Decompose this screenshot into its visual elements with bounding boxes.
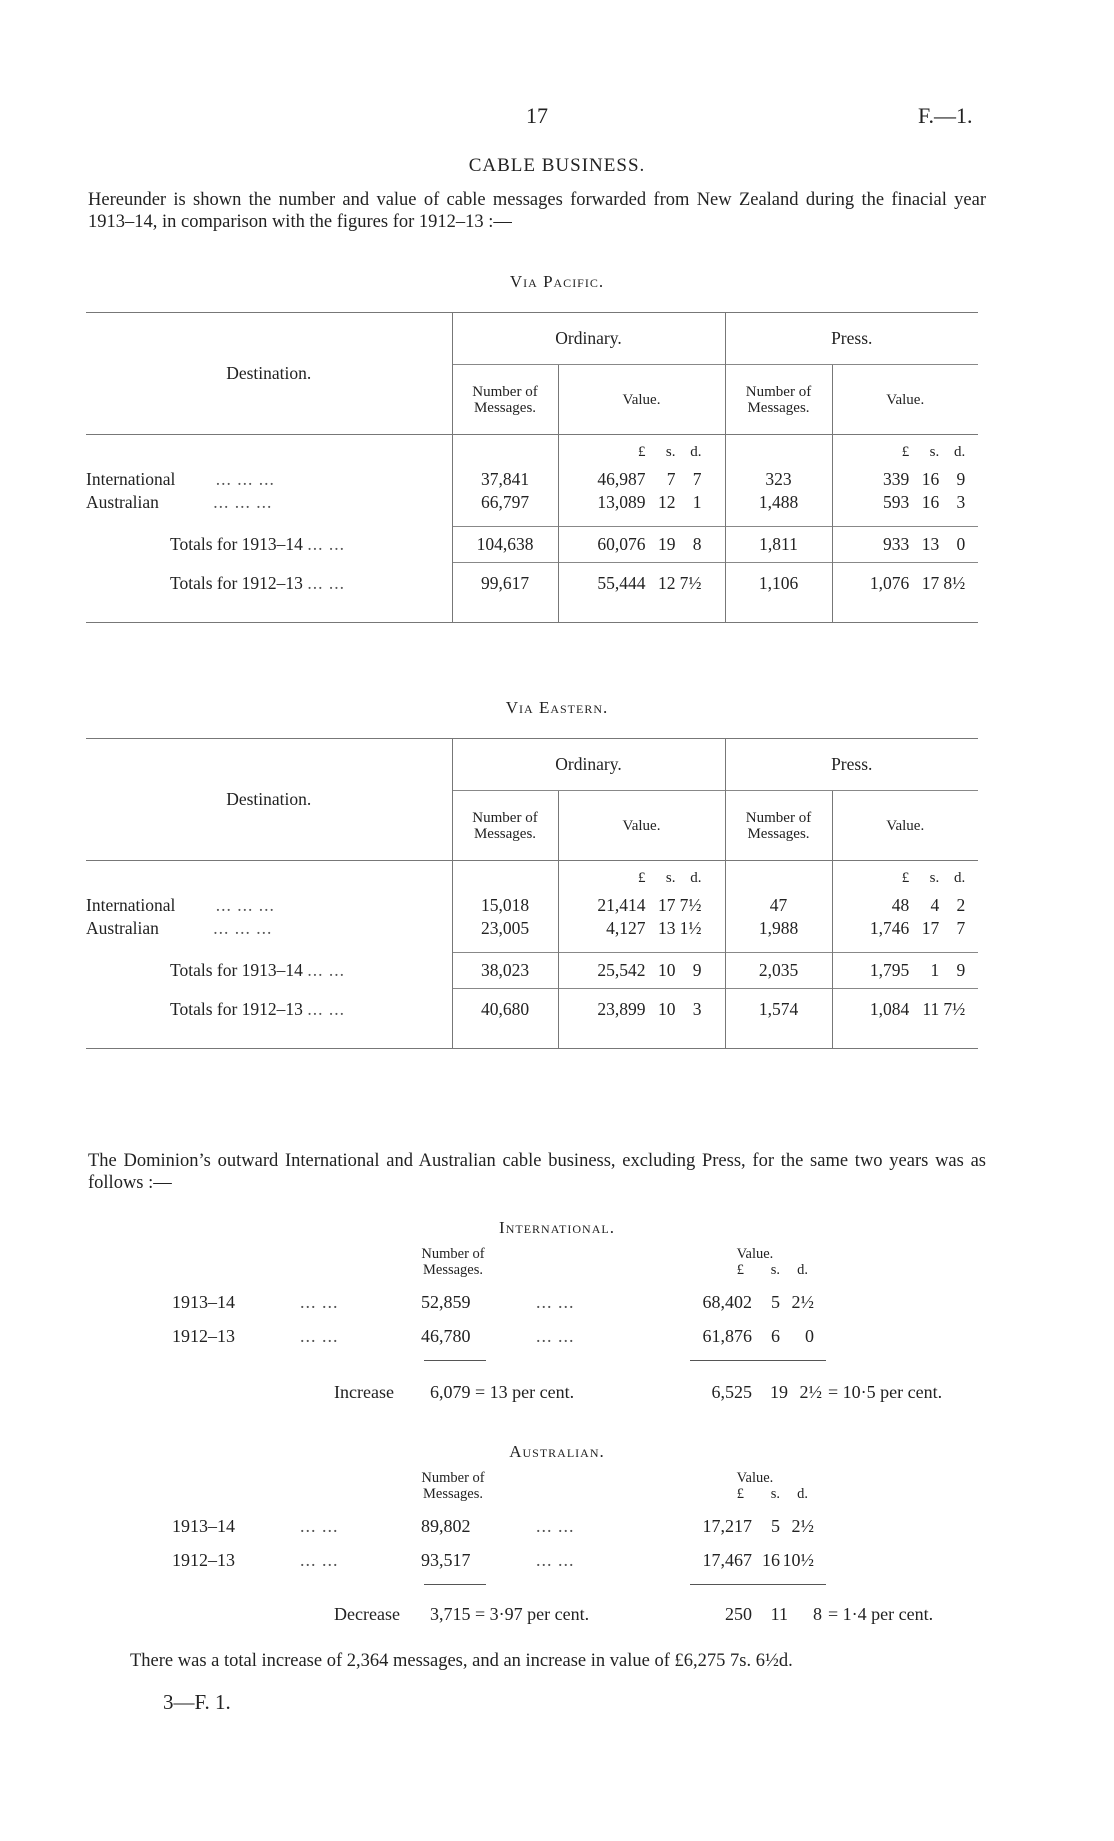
via-pacific-title: Via Pacific. (509, 272, 605, 291)
press-number: 2,035 (725, 953, 832, 989)
ordinary-number-header: Number of Messages. (452, 365, 558, 435)
ordinary-number-header: Number of Messages. (452, 791, 558, 861)
ordinary-currency-units: £ s. d. (558, 435, 725, 469)
press-header: Press. (725, 313, 978, 365)
change-label: Decrease (334, 1604, 400, 1624)
sum-rule (424, 1584, 486, 1585)
page-title: CABLE BUSINESS. (468, 155, 646, 176)
press-number: 47 (725, 895, 832, 917)
change-number: 3,715 = 3·97 per cent. (430, 1604, 590, 1624)
row-label: Totals for 1913–14 (170, 534, 303, 554)
number-of-messages-header: Number of Messages. (421, 1470, 485, 1502)
press-value: 933 13 0 (832, 527, 978, 563)
page-reference: F.—1. (918, 103, 973, 128)
year: 1913–14 (172, 1516, 235, 1536)
ordinary-value: 55,444 12 7½ (558, 563, 725, 605)
ordinary-value: 60,076 19 8 (558, 527, 725, 563)
table-row: Totals for 1913–14 ... ... 104,638 60,076 19 8 1,811 933 13 0 (86, 527, 978, 563)
destination-header: Destination. (86, 739, 452, 861)
press-number-header: Number of Messages. (725, 365, 832, 435)
press-value: 1,795 1 9 (832, 953, 978, 989)
ordinary-number: 40,680 (452, 989, 558, 1031)
value: 17,217 5 2½ (702, 1516, 814, 1536)
press-value-header: Value. (832, 791, 978, 861)
ordinary-number: 38,023 (452, 953, 558, 989)
ordinary-value: 21,414 17 7½ (558, 895, 725, 917)
number-of-messages-header: Number of Messages. (421, 1246, 485, 1278)
press-currency-units: £ s. d. (832, 861, 978, 895)
year: 1912–13 (172, 1326, 235, 1346)
press-number: 323 (725, 469, 832, 491)
ordinary-number: 37,841 (452, 469, 558, 491)
ordinary-value: 13,089 12 1 (558, 491, 725, 515)
value-header: Value. £ s. d. (736, 1470, 808, 1502)
ordinary-value-header: Value. (558, 365, 725, 435)
press-number: 1,488 (725, 491, 832, 515)
ordinary-number: 66,797 (452, 491, 558, 515)
page-footer: 3—F. 1. (163, 1690, 231, 1714)
value: 68,402 5 2½ (702, 1292, 814, 1312)
change-label: Increase (334, 1382, 394, 1402)
table-row: International ... ... ... 15,018 21,414 17 7½ 47 48 4 2 (86, 895, 978, 917)
press-number: 1,988 (725, 917, 832, 941)
press-value: 48 4 2 (832, 895, 978, 917)
row-label: International (86, 895, 176, 915)
messages-number: 46,780 (421, 1326, 471, 1346)
ordinary-value: 4,127 13 1½ (558, 917, 725, 941)
destination-header: Destination. (86, 313, 452, 435)
via-pacific-table (86, 312, 978, 623)
row-label: Totals for 1913–14 (170, 960, 303, 980)
table-row: Totals for 1912–13 ... ... 99,617 55,444 12 7½ 1,106 1,076 17 8½ (86, 563, 978, 605)
ordinary-value: 23,899 10 3 (558, 989, 725, 1031)
closing-sentence: There was a total increase of 2,364 messages, and an increase in value of £6,275 7s. 6½d. (130, 1651, 793, 1671)
press-number: 1,811 (725, 527, 832, 563)
press-value: 339 16 9 (832, 469, 978, 491)
press-header: Press. (725, 739, 978, 791)
press-currency-units: £ s. d. (832, 435, 978, 469)
row-label: Totals for 1912–13 (170, 573, 303, 593)
value: 17,467 16 10½ (702, 1550, 814, 1570)
value: 61,876 6 0 (702, 1326, 814, 1346)
australian-title: Australian. (509, 1442, 605, 1461)
ordinary-number: 15,018 (452, 895, 558, 917)
ordinary-value-header: Value. (558, 791, 725, 861)
press-number: 1,106 (725, 563, 832, 605)
year: 1912–13 (172, 1550, 235, 1570)
table-row: Totals for 1912–13 ... ... 40,680 23,899 10 3 1,574 1,084 11 7½ (86, 989, 978, 1031)
table-row: Australian ... ... ... 23,005 4,127 13 1½ 1,988 1,746 17 7 (86, 917, 978, 941)
ordinary-number: 104,638 (452, 527, 558, 563)
press-number-header: Number of Messages. (725, 791, 832, 861)
value-header: Value. £ s. d. (736, 1246, 808, 1278)
table-row: International ... ... ... 37,841 46,987 7 7 323 339 16 9 (86, 469, 978, 491)
press-value-header: Value. (832, 365, 978, 435)
international-title: International. (499, 1218, 615, 1237)
via-eastern-table (86, 738, 978, 1049)
change-percent: = 10·5 per cent. (828, 1382, 943, 1402)
change-number: 6,079 = 13 per cent. (430, 1382, 575, 1402)
summary-paragraph: The Dominion’s outward International and Australian cable business, excluding Press, for the same two years was as follows :— (88, 1151, 986, 1193)
ordinary-header: Ordinary. (452, 739, 725, 791)
ordinary-header: Ordinary. (452, 313, 725, 365)
messages-number: 93,517 (421, 1550, 471, 1570)
press-value: 1,084 11 7½ (832, 989, 978, 1031)
row-label: International (86, 469, 176, 489)
press-value: 1,076 17 8½ (832, 563, 978, 605)
press-number: 1,574 (725, 989, 832, 1031)
page-number: 17 (526, 103, 548, 128)
change-value: 250 11 8 (725, 1604, 822, 1624)
sum-rule (424, 1360, 486, 1361)
ordinary-number: 99,617 (452, 563, 558, 605)
press-value: 593 16 3 (832, 491, 978, 515)
table-row: Australian ... ... ... 66,797 13,089 12 1 1,488 593 16 3 (86, 491, 978, 515)
table-row: Totals for 1913–14 ... ... 38,023 25,542 10 9 2,035 1,795 1 9 (86, 953, 978, 989)
ordinary-number: 23,005 (452, 917, 558, 941)
messages-number: 52,859 (421, 1292, 471, 1312)
intro-paragraph: Hereunder is shown the number and value of cable messages forwarded from New Zealand during the finacial year 1913–14, in comparison with the figures for 1912–13 :— (88, 190, 986, 232)
row-label: Australian (86, 492, 159, 512)
via-eastern-title: Via Eastern. (505, 698, 609, 717)
change-percent: = 1·4 per cent. (828, 1604, 934, 1624)
ordinary-value: 25,542 10 9 (558, 953, 725, 989)
press-value: 1,746 17 7 (832, 917, 978, 941)
ordinary-value: 46,987 7 7 (558, 469, 725, 491)
year: 1913–14 (172, 1292, 235, 1312)
sum-rule (690, 1584, 826, 1585)
change-value: 6,525 19 2½ (711, 1382, 822, 1402)
sum-rule (690, 1360, 826, 1361)
messages-number: 89,802 (421, 1516, 471, 1536)
ordinary-currency-units: £ s. d. (558, 861, 725, 895)
row-label: Totals for 1912–13 (170, 999, 303, 1019)
row-label: Australian (86, 918, 159, 938)
